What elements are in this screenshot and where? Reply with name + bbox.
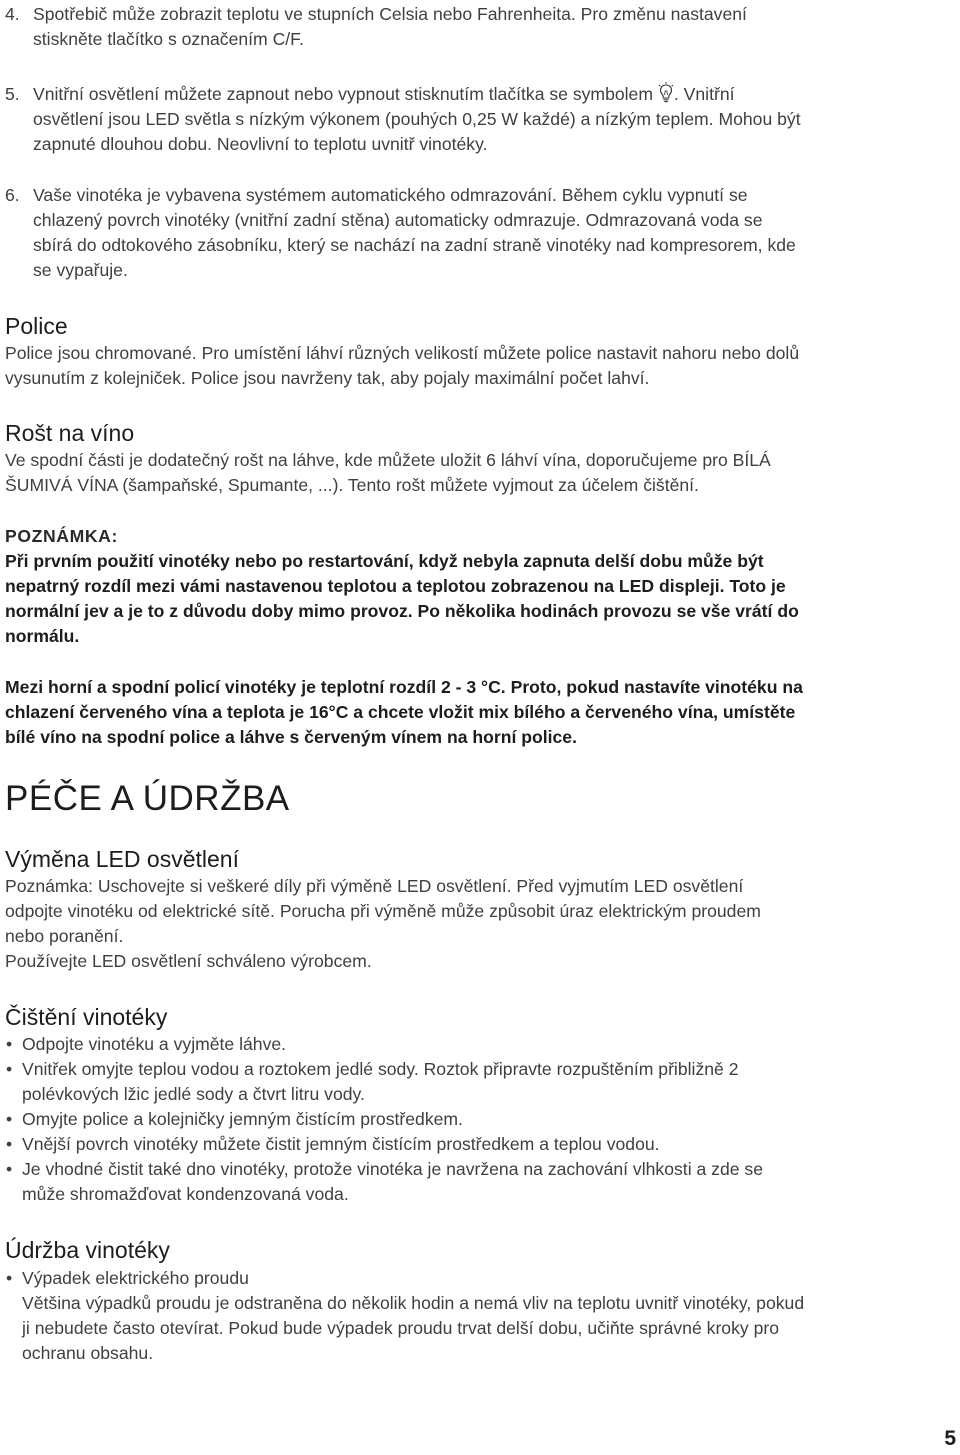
page-number: 5 — [944, 1427, 956, 1450]
text-line: Používejte LED osvětlení schváleno výrobcem. — [5, 951, 372, 971]
text-line: Vaše vinotéka je vybavena systémem automatického odmrazování. Během cyklu vypnutí se — [33, 185, 748, 205]
text-line: nebo poranění. — [5, 926, 124, 946]
text-line: Výpadek elektrického proudu — [22, 1268, 249, 1288]
text-line: zapnuté dlouhou dobu. Neovlivní to teplotu uvnitř vinotéky. — [33, 134, 488, 154]
note-paragraph-1 — [5, 549, 955, 649]
bullet: • — [6, 1059, 13, 1079]
cleaning-list — [5, 1032, 955, 1207]
text-line: ji nebudete často otevírat. Pokud bude výpadek proudu trvat delší dobu, učiňte správné kroky pro — [22, 1318, 779, 1338]
note-label-text: POZNÁMKA: — [5, 526, 118, 546]
text-line: Vnitřek omyjte teplou vodou a roztokem jedlé sody. Roztok připravte rozpuštěním přibližně 2 — [22, 1059, 739, 1079]
section-heading-led: Výměna LED osvětlení — [5, 846, 239, 872]
text-line: Při prvním použití vinotéky nebo po restartování, když nebyla zapnuta delší dobu může být — [5, 551, 764, 571]
list-item — [5, 1032, 955, 1057]
list-item — [5, 1132, 955, 1157]
text-line: Police jsou chromované. Pro umístění láhví různých velikostí můžete police nastavit nahoru nebo dolů — [5, 343, 800, 363]
section-heading-cleaning: Čištění vinotéky — [5, 1004, 168, 1030]
text-line: osvětlení jsou LED světla s nízkým výkonem (pouhých 0,25 W každé) a nízkým teplem. Mohou být — [33, 109, 801, 129]
note-paragraph-2 — [5, 675, 955, 750]
text-line: Omyjte police a kolejničky jemným čistícím prostředkem. — [22, 1109, 463, 1129]
text-fragment: Vnitřní osvětlení můžete zapnout nebo vypnout stisknutím tlačítka se symbolem — [33, 84, 653, 104]
text-line: sbírá do odtokového zásobníku, který se nachází na zadní straně vinotéky nad kompresorem, kde — [33, 235, 796, 255]
text-line: bílé víno na spodní police a láhve s červeným vínem na horní police. — [5, 727, 577, 747]
text-line: nepatrný rozdíl mezi vámi nastavenou teplotou a teplotou zobrazenou na LED displeji. Toto je — [5, 576, 786, 596]
text-line: Je vhodné čistit také dno vinotéky, protože vinotéka je navržena na zachování vlhkosti a zde se — [22, 1159, 763, 1179]
maintenance-list — [5, 1266, 955, 1366]
section-heading-maintenance: Údržba vinotéky — [5, 1237, 170, 1263]
bullet: • — [6, 1109, 13, 1129]
item-number: 4. — [5, 4, 20, 24]
text-line: Vnější povrch vinotéky můžete čistit jemným čistícím prostředkem a teplou vodou. — [22, 1134, 660, 1154]
list-item — [5, 1057, 955, 1107]
lightbulb-icon — [658, 82, 674, 104]
list-item-5 — [5, 82, 955, 157]
text-line: stiskněte tlačítko s označením C/F. — [33, 29, 304, 49]
chapter-title: PÉČE A ÚDRŽBA — [5, 779, 290, 818]
text-line: chlazený povrch vinotéky (vnitřní zadní stěna) automaticky odmrazuje. Odmrazovaná voda se — [33, 210, 763, 230]
text-line: polévkových lžic jedlé sody a čtvrt litru vody. — [22, 1084, 365, 1104]
text-line: normální jev a je to z důvodu doby mimo provoz. Po několika hodinách provozu se vše vrátí do — [5, 601, 799, 621]
bullet: • — [6, 1159, 13, 1179]
bullet: • — [6, 1034, 13, 1054]
text-line: se vypařuje. — [33, 260, 128, 280]
text-line: odpojte vinotéku od elektrické sítě. Porucha při výměně může způsobit úraz elektrickým proudem — [5, 901, 761, 921]
text-line: vysunutím z kolejniček. Police jsou navrženy tak, aby pojaly maximální počet lahví. — [5, 368, 650, 388]
text-line: chlazení červeného vína a teplota je 16°C a chcete vložit mix bílého a červeného vína, umístěte — [5, 702, 796, 722]
text-line: Poznámka: Uschovejte si veškeré díly při výměně LED osvětlení. Před vyjmutím LED osvětlení — [5, 876, 744, 896]
led-paragraph — [5, 874, 955, 974]
list-item — [5, 1266, 955, 1366]
list-item-4 — [5, 2, 955, 52]
text-line: ŠUMIVÁ VÍNA (šampaňské, Spumante, ...). Tento rošt můžete vyjmout za účelem čištění. — [5, 475, 699, 495]
list-item — [5, 1157, 955, 1207]
section-heading-police: Police — [5, 313, 68, 339]
text-line: Spotřebič může zobrazit teplotu ve stupních Celsia nebo Fahrenheita. Pro změnu nastavení — [33, 4, 747, 24]
text-fragment: . Vnitřní — [673, 84, 735, 104]
text-line: Ve spodní části je dodatečný rošt na láhve, kde můžete uložit 6 láhví vína, doporučujeme pro BÍLÁ — [5, 450, 771, 470]
text-line — [33, 82, 955, 107]
police-paragraph — [5, 341, 955, 391]
list-item — [5, 1107, 955, 1132]
item-number: 6. — [5, 185, 20, 205]
text-line: Odpojte vinotéku a vyjměte láhve. — [22, 1034, 287, 1054]
text-line: Většina výpadků proudu je odstraněna do několik hodin a nemá vliv na teplotu uvnitř vinotéky, pokud — [22, 1293, 805, 1313]
bullet: • — [6, 1134, 13, 1154]
wine-rack-paragraph — [5, 448, 955, 498]
bullet: • — [6, 1268, 13, 1288]
item-number: 5. — [5, 84, 20, 104]
text-line: normálu. — [5, 626, 80, 646]
section-heading-wine-rack: Rošt na víno — [5, 420, 135, 446]
list-item-6 — [5, 183, 955, 283]
text-line: Mezi horní a spodní policí vinotéky je teplotní rozdíl 2 - 3 °C. Proto, pokud nastavíte vinotéku na — [5, 677, 803, 697]
text-line: ochranu obsahu. — [22, 1343, 154, 1363]
text-line: může shromažďovat kondenzovaná voda. — [22, 1184, 349, 1204]
note-label — [5, 524, 955, 549]
